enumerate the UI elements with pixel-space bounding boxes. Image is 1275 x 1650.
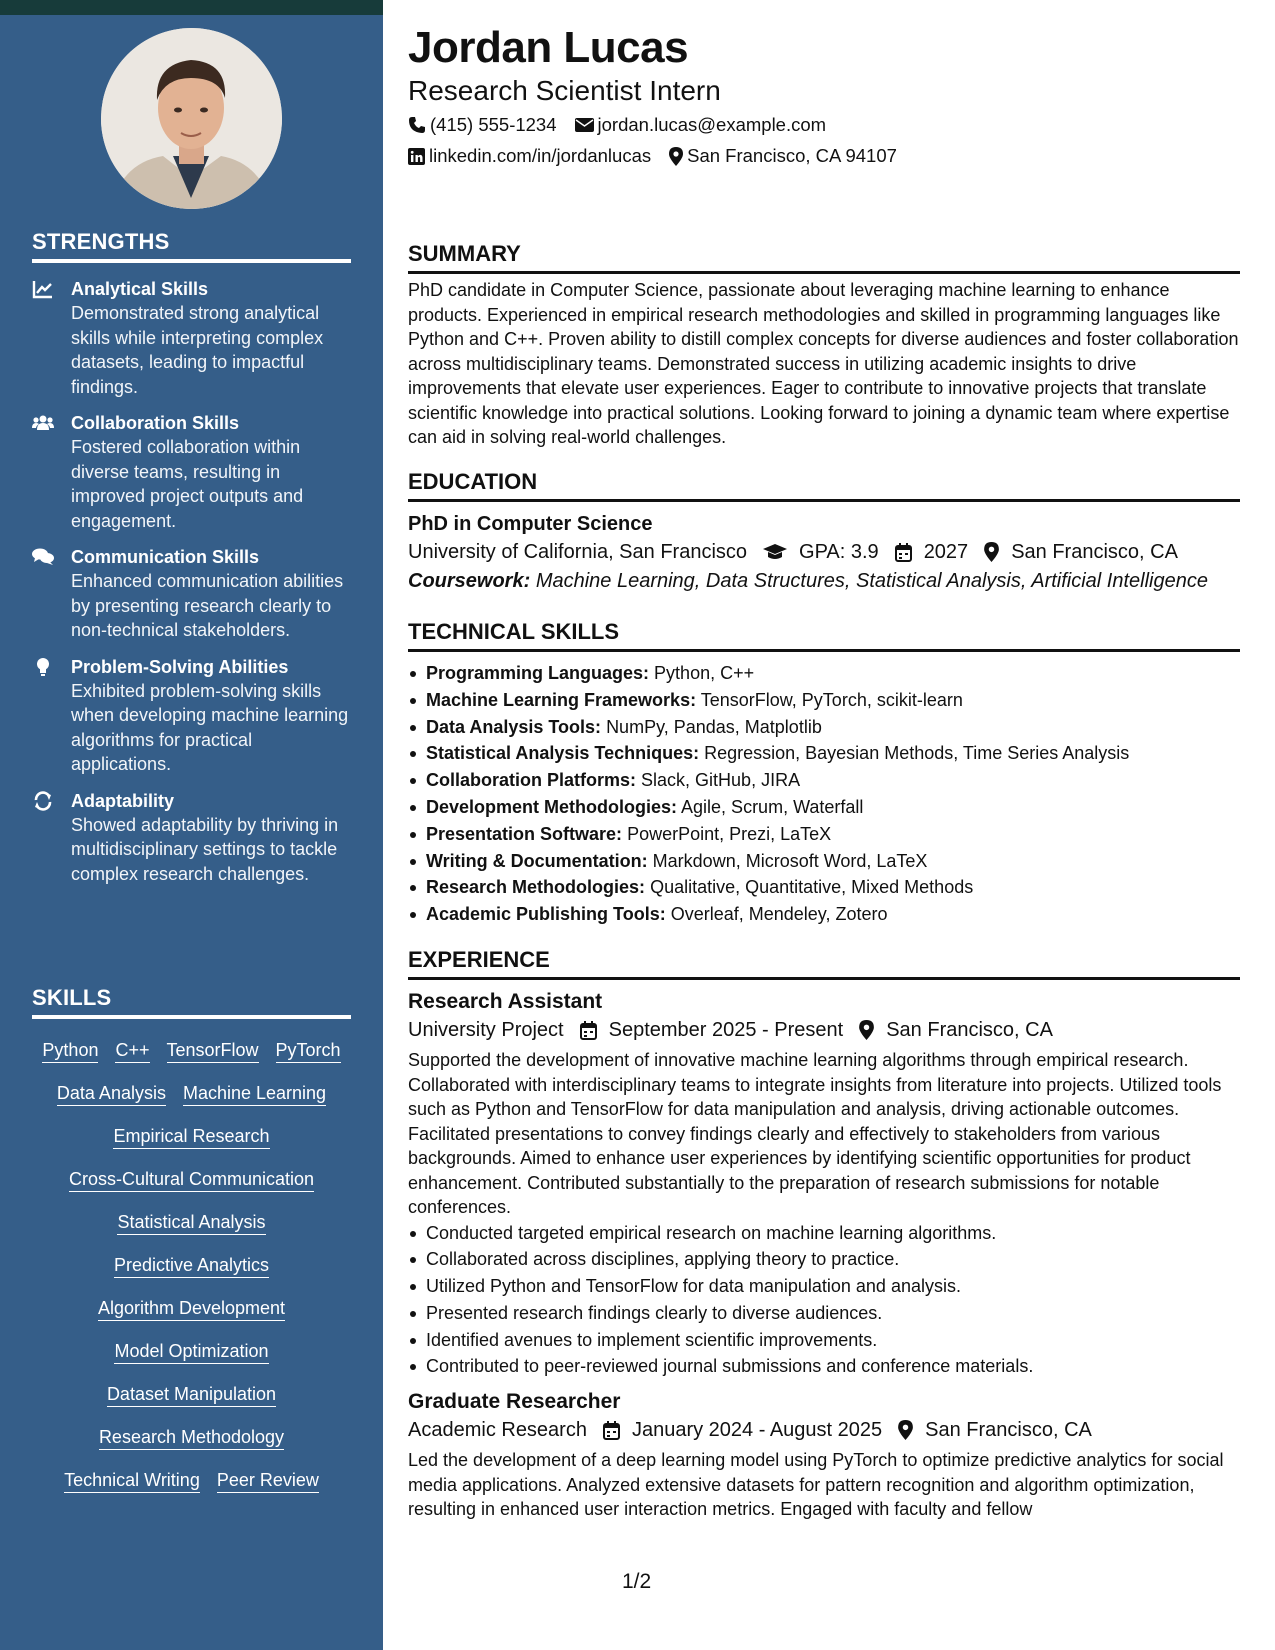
skill-category: Data Analysis Tools: — [426, 716, 602, 737]
list-item: Presented research findings clearly to diverse audiences. — [408, 1300, 1240, 1327]
avatar — [101, 28, 282, 209]
strength-description: Fostered collaboration within diverse teams, resulting in improved project outputs and engagement. — [71, 437, 304, 531]
job-description: Led the development of a deep learning model using PyTorch to optimize predictive analytics for social media applications. Analyzed extensive datasets for pattern recognition and algorithm optimization, resulting in enhanced user interaction metrics. Engaged with faculty and fellow — [408, 1450, 1224, 1520]
skill-values: Regression, Bayesian Methods, Time Series Analysis — [704, 743, 1130, 764]
skill-tag: Technical Writing — [64, 1469, 200, 1493]
job-entry — [408, 1388, 1240, 1522]
strength-title: Analytical Skills — [71, 279, 209, 299]
skill-values: TensorFlow, PyTorch, scikit-learn — [700, 689, 963, 710]
list-item — [408, 901, 1240, 928]
job-description: Supported the development of innovative machine learning algorithms through empirical research. Collaborated with interdisciplinary teams to integrate insights from literature into projects. Utilized tools such as Python and TensorFlow for data manipulation and analysis, driving actionable outcomes. Facilitated presentations to convey findings clearly and effectively to stakeholders from various backgrounds. Aimed to enhance user experiences by identifying scientific opportunities for product enhancement. Contributed substantially to the preparation of research submissions for notable conferences. — [408, 1050, 1222, 1217]
skill-category: Programming Languages: — [426, 663, 650, 683]
candidate-name: Jordan Lucas — [408, 23, 689, 72]
skill-category: Development Methodologies: — [426, 796, 678, 817]
strength-item — [32, 411, 351, 533]
strength-description: Showed adaptability by thriving in multidisciplinary settings to tackle complex research challenges. — [71, 814, 339, 884]
job-meta — [408, 1016, 1240, 1044]
strength-description: Demonstrated strong analytical skills while interpreting complex datasets, leading to impactful findings. — [71, 303, 324, 397]
skill-values: Overleaf, Mendeley, Zotero — [670, 904, 888, 925]
calendar-icon — [895, 543, 912, 562]
job-dates: September 2025 - Present — [608, 1019, 844, 1041]
skills-heading: SKILLS — [32, 985, 351, 1019]
lightbulb-icon — [32, 657, 54, 677]
linkedin-text: linkedin.com/in/jordanlucas — [429, 145, 652, 166]
graduation-cap-icon — [763, 543, 787, 561]
skill-tag: TensorFlow — [167, 1039, 259, 1063]
skill-tag: Dataset Manipulation — [107, 1383, 276, 1407]
skills-section — [32, 985, 351, 1493]
skill-values: Qualitative, Quantitative, Mixed Methods — [650, 877, 974, 898]
list-item: Conducted targeted empirical research on machine learning algorithms. — [408, 1220, 1240, 1247]
map-marker-icon — [859, 1020, 874, 1040]
job-title: Graduate Researcher — [408, 1390, 621, 1414]
list-item — [408, 848, 1240, 875]
coursework-list: Machine Learning, Data Structures, Statistical Analysis, Artificial Intelligence — [535, 570, 1208, 592]
strength-item — [32, 789, 351, 887]
job-meta — [408, 1416, 1240, 1444]
school: University of California, San Francisco — [408, 541, 748, 563]
sync-icon — [32, 791, 54, 811]
list-item — [408, 794, 1240, 821]
email-text: jordan.lucas@example.com — [597, 114, 827, 135]
location — [669, 144, 897, 168]
list-item: Contributed to peer-reviewed journal submissions and conference materials. — [408, 1353, 1240, 1380]
job-location: San Francisco, CA — [886, 1019, 1053, 1041]
skill-category: Machine Learning Frameworks: — [426, 689, 697, 710]
phone-icon — [408, 116, 426, 134]
education-location: San Francisco, CA — [1011, 541, 1178, 563]
skill-category: Writing & Documentation: — [426, 850, 648, 871]
page-number: 1/2 — [622, 1570, 652, 1593]
technical-skills-heading: TECHNICAL SKILLS — [408, 618, 1240, 652]
job-entry — [408, 988, 1240, 1380]
list-item: Collaborated across disciplines, applying theory to practice. — [408, 1246, 1240, 1273]
job-dates: January 2024 - August 2025 — [631, 1419, 883, 1442]
list-item: Utilized Python and TensorFlow for data manipulation and analysis. — [408, 1273, 1240, 1300]
job-title: Research Assistant — [408, 990, 603, 1013]
calendar-icon — [580, 1021, 597, 1040]
strength-description: Exhibited problem-solving skills when developing machine learning algorithms for practical applications. — [71, 680, 349, 774]
skill-values: NumPy, Pandas, Matplotlib — [606, 716, 822, 737]
list-item — [408, 660, 1240, 687]
skill-tag: Machine Learning — [183, 1082, 326, 1106]
strengths-section — [32, 229, 351, 886]
linkedin-icon — [408, 148, 425, 165]
list-item — [408, 740, 1240, 767]
sidebar — [0, 15, 383, 1650]
skill-tag: Cross-Cultural Communication — [69, 1168, 314, 1192]
skill-tag: PyTorch — [276, 1039, 341, 1063]
skill-category: Statistical Analysis Techniques: — [426, 743, 700, 764]
skill-tag: Algorithm Development — [98, 1297, 285, 1321]
education-meta — [408, 538, 1240, 566]
sidebar-top-bar — [0, 0, 383, 15]
list-item — [408, 687, 1240, 714]
linkedin[interactable] — [408, 144, 651, 168]
skills-list — [32, 1039, 351, 1493]
users-icon — [32, 413, 54, 433]
skill-tag: Model Optimization — [114, 1340, 268, 1364]
skill-tag: Data Analysis — [57, 1082, 166, 1106]
graduation-year: 2027 — [923, 541, 969, 563]
skill-values: Python, C++ — [654, 663, 755, 683]
technical-skills-section — [408, 618, 1240, 928]
education-heading: EDUCATION — [408, 468, 1240, 502]
skill-tag: Peer Review — [217, 1469, 319, 1493]
candidate-role: Research Scientist Intern — [408, 75, 721, 106]
skill-values: Markdown, Microsoft Word, LaTeX — [652, 850, 928, 871]
skill-tag: Python — [42, 1039, 98, 1063]
skill-category: Collaboration Platforms: — [426, 770, 637, 791]
list-item — [408, 767, 1240, 794]
strength-title: Adaptability — [71, 790, 175, 811]
contact-row — [408, 144, 897, 168]
strength-title: Collaboration Skills — [71, 413, 240, 433]
map-marker-icon — [984, 542, 999, 562]
list-item — [408, 821, 1240, 848]
chart-line-icon — [32, 279, 54, 299]
strength-item — [32, 277, 351, 399]
experience-heading: EXPERIENCE — [408, 946, 1240, 980]
skill-values: PowerPoint, Prezi, LaTeX — [627, 823, 832, 844]
job-org: University Project — [408, 1019, 564, 1041]
strength-item — [32, 655, 351, 777]
job-org: Academic Research — [408, 1419, 587, 1442]
degree: PhD in Computer Science — [408, 513, 653, 535]
skill-tag: Empirical Research — [113, 1125, 269, 1149]
skill-tag: Statistical Analysis — [117, 1211, 265, 1235]
email[interactable] — [575, 113, 827, 137]
list-item — [408, 714, 1240, 741]
phone — [408, 113, 557, 137]
coursework — [408, 566, 1240, 596]
comments-icon — [32, 547, 54, 567]
summary-heading: SUMMARY — [408, 240, 1240, 274]
location-text: San Francisco, CA 94107 — [687, 145, 897, 166]
skill-category: Research Methodologies: — [426, 877, 646, 898]
skill-category: Academic Publishing Tools: — [426, 904, 666, 925]
job-bullets — [408, 1220, 1240, 1381]
strength-title: Problem-Solving Abilities — [71, 656, 289, 677]
gpa: GPA: 3.9 — [799, 541, 879, 563]
envelope-icon — [575, 117, 594, 133]
strengths-heading: STRENGTHS — [32, 229, 351, 263]
skill-tag: Research Methodology — [99, 1426, 284, 1450]
contact-row — [408, 113, 826, 137]
calendar-icon — [603, 1421, 620, 1440]
skill-values: Slack, GitHub, JIRA — [641, 770, 801, 791]
strength-item — [32, 545, 351, 643]
strength-description: Enhanced communication abilities by presenting research clearly to non-technical stakeholders. — [71, 571, 344, 640]
skill-category: Presentation Software: — [426, 823, 623, 844]
job-location: San Francisco, CA — [925, 1419, 1092, 1442]
summary-section — [408, 240, 1240, 450]
skill-tag: Predictive Analytics — [114, 1254, 269, 1278]
skill-values: Agile, Scrum, Waterfall — [681, 796, 864, 817]
strength-title: Communication Skills — [71, 547, 260, 567]
phone-text: (415) 555-1234 — [430, 114, 557, 135]
technical-skills-list — [408, 660, 1240, 928]
coursework-label: Coursework: — [408, 570, 531, 592]
list-item — [408, 874, 1240, 901]
education-section — [408, 468, 1240, 596]
summary-text: PhD candidate in Computer Science, passionate about leveraging machine learning to enhance products. Experienced in empirical research methodologies and skilled in programming languages like Python and C++. Proven ability to distill complex concepts for diverse audiences and foster collaboration across multidisciplinary teams. Demonstrated success in utilizing academic insights to drive improvements that elevate user experiences. Eager to contribute to innovative projects that translate scientific knowledge into practical solutions. Looking forward to joining a dynamic team where expertise can aid in solving real-world challenges. — [408, 280, 1239, 447]
skill-tag: C++ — [115, 1039, 149, 1063]
map-marker-icon — [898, 1420, 913, 1440]
experience-section — [408, 946, 1240, 1522]
list-item: Identified avenues to implement scientific improvements. — [408, 1327, 1240, 1354]
map-marker-icon — [669, 147, 683, 166]
